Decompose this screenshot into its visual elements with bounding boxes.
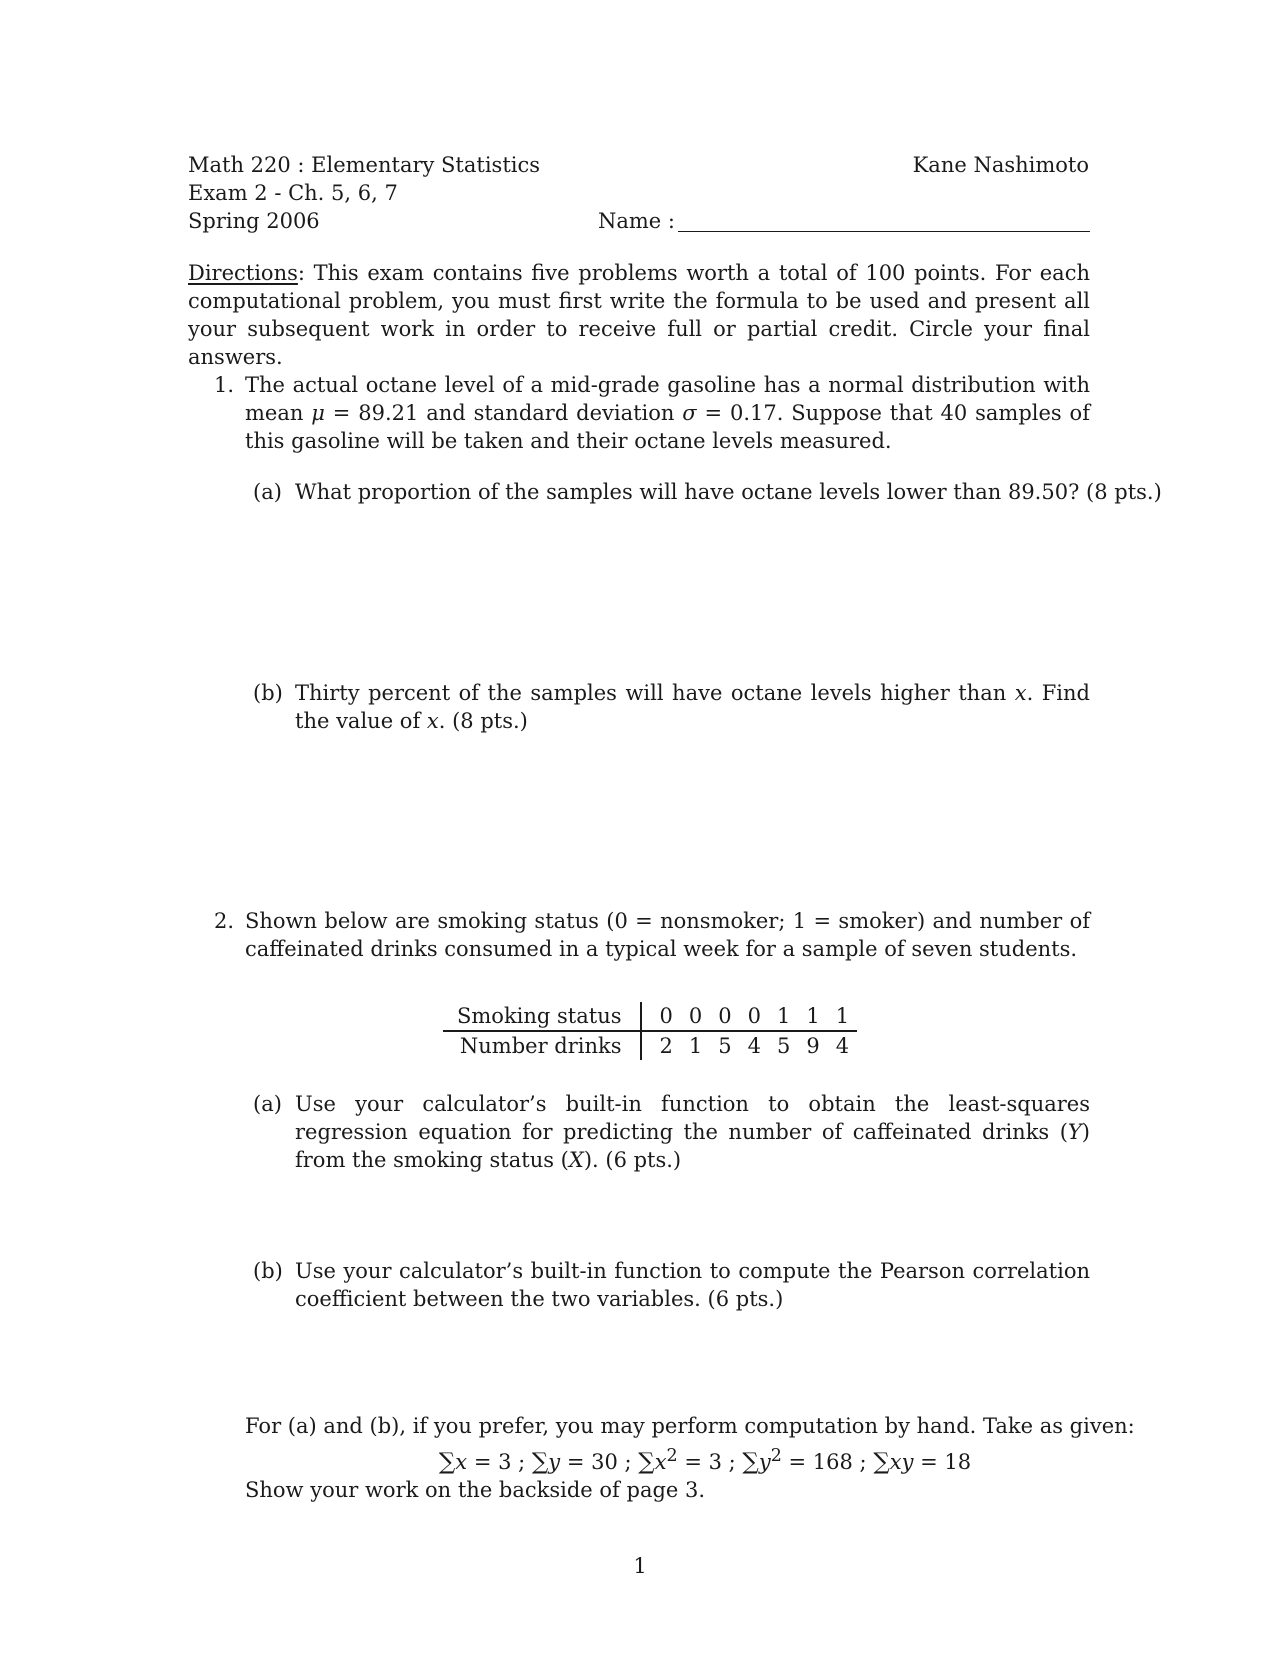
course-header (188, 151, 540, 235)
table-cell: 1 (769, 1002, 798, 1031)
problem-1a-label: (a) (253, 480, 282, 504)
table-cell: 4 (835, 1034, 850, 1058)
table-cell: 1 (688, 1034, 703, 1058)
term: Spring 2006 (188, 209, 320, 233)
problem-1-text: The actual octane level of a mid-grade gasoline has a normal distribution with mean μ = 89.21 and standard deviation σ = 0.17. Suppose that 40 samples of this gasoline will be taken and their octane levels measured. (245, 373, 1090, 453)
problem-1-number: 1. (214, 373, 235, 397)
table-cell: 5 (718, 1034, 732, 1058)
directions-text: : This exam contains five problems worth a total of 100 points. For each computational problem, you must first write the formula to be used and present all your subsequent work in order to receive full or partial credit. Circle your final answers. (188, 261, 1090, 369)
course-title: Math 220 : Elementary Statistics (188, 153, 541, 177)
problem-2-number: 2. (214, 909, 235, 933)
instructor-name: Kane Nashimoto (912, 153, 1089, 177)
table-cell: 5 (777, 1034, 791, 1058)
table-cell: 4 (747, 1034, 762, 1058)
problem-2a-text: Use your calculator’s built-in function to obtain the least-squares regression equation for predicting the number of caffeinated drinks (Y) from the smoking status (X). (6 pts.) (295, 1092, 1090, 1172)
problem-1b-text: Thirty percent of the samples will have octane levels higher than x. Find the value of x. (8 pts.) (295, 681, 1090, 733)
problem-1b-label: (b) (253, 681, 283, 705)
data-table (443, 1002, 857, 1060)
hand-computation-note: For (a) and (b), if you prefer, you may perform computation by hand. Take as given: (245, 1414, 1135, 1438)
given-sums-formula: ∑x = 3 ; ∑y = 30 ; $\sum x^2 = 3$ ; $\sum y^2 = 168$ ; ∑xy = 18 (438, 1446, 972, 1475)
table-cell: 0 (681, 1002, 710, 1031)
table-cell: 0 (641, 1002, 681, 1031)
page-number: 1 (633, 1554, 647, 1578)
table-cell: 9 (806, 1034, 820, 1058)
problem-2b-text: Use your calculator’s built-in function to compute the Pearson correlation coefficient between the two variables. (6 pts.) (295, 1259, 1090, 1311)
directions (188, 259, 1090, 371)
problem-1a-text: What proportion of the samples will have octane levels lower than 89.50? (8 pts.) (295, 480, 1162, 504)
exam-title: Exam 2 - Ch. 5, 6, 7 (188, 181, 398, 205)
table-cell: 1 (798, 1002, 827, 1031)
name-label: Name : (598, 209, 675, 233)
table-row (443, 1031, 857, 1060)
directions-label: Directions (188, 261, 298, 285)
row-header-drinks: Number drinks (443, 1031, 641, 1060)
table-row (443, 1002, 857, 1031)
problem-2-text: Shown below are smoking status (0 = nonsmoker; 1 = smoker) and number of caffeinated drinks consumed in a typical week for a sample of seven students. (245, 909, 1090, 961)
backside-note: Show your work on the backside of page 3. (245, 1478, 706, 1502)
name-blank-line[interactable] (678, 231, 1090, 232)
table-cell: 0 (740, 1002, 769, 1031)
problem-2b-label: (b) (253, 1259, 283, 1283)
table-cell: 1 (828, 1002, 857, 1031)
row-header-smoking: Smoking status (443, 1002, 641, 1031)
table-cell: 0 (710, 1002, 739, 1031)
table-cell: 2 (659, 1034, 673, 1058)
problem-2a-label: (a) (253, 1092, 282, 1116)
